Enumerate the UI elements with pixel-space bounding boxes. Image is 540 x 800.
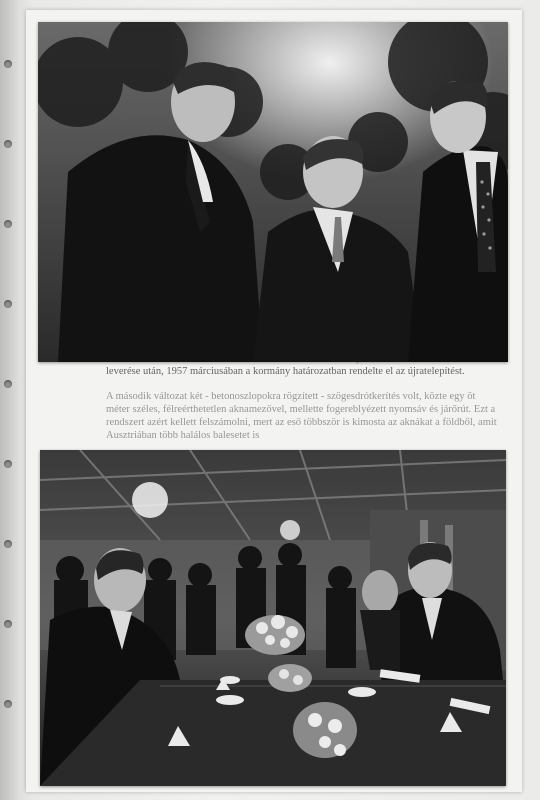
binder-hole: [4, 60, 12, 68]
photo-three-men: [38, 22, 508, 362]
text-paragraph: A második változat két - betonoszlopokra rögzített - szögesdrótkerítés volt, közte egy öt méter széles, félreérthetetlen aknamezővel, mellette fogereblyézett nyomsáv és járőrút. Ezt a rendszert azért kellett felszámolni, mert az eső többször is kimosta az aknákat a földből, amit Ausztriában több halálos balesetet is: [106, 391, 497, 441]
binder-hole: [4, 380, 12, 388]
page-text: [106, 352, 498, 454]
binder-hole: [4, 140, 12, 148]
binder-hole: [4, 540, 12, 548]
binder-strip: [0, 0, 18, 800]
photo-meeting: [40, 450, 506, 786]
text-paragraph: leverése után, 1957 márciusában a kormány határozatban rendelte el az újratelepítést.: [106, 366, 465, 377]
binder-hole: [4, 300, 12, 308]
binder-hole: [4, 620, 12, 628]
album-page: [26, 10, 522, 792]
binder-hole: [4, 460, 12, 468]
binder-hole: [4, 700, 12, 708]
binder-hole: [4, 220, 12, 228]
